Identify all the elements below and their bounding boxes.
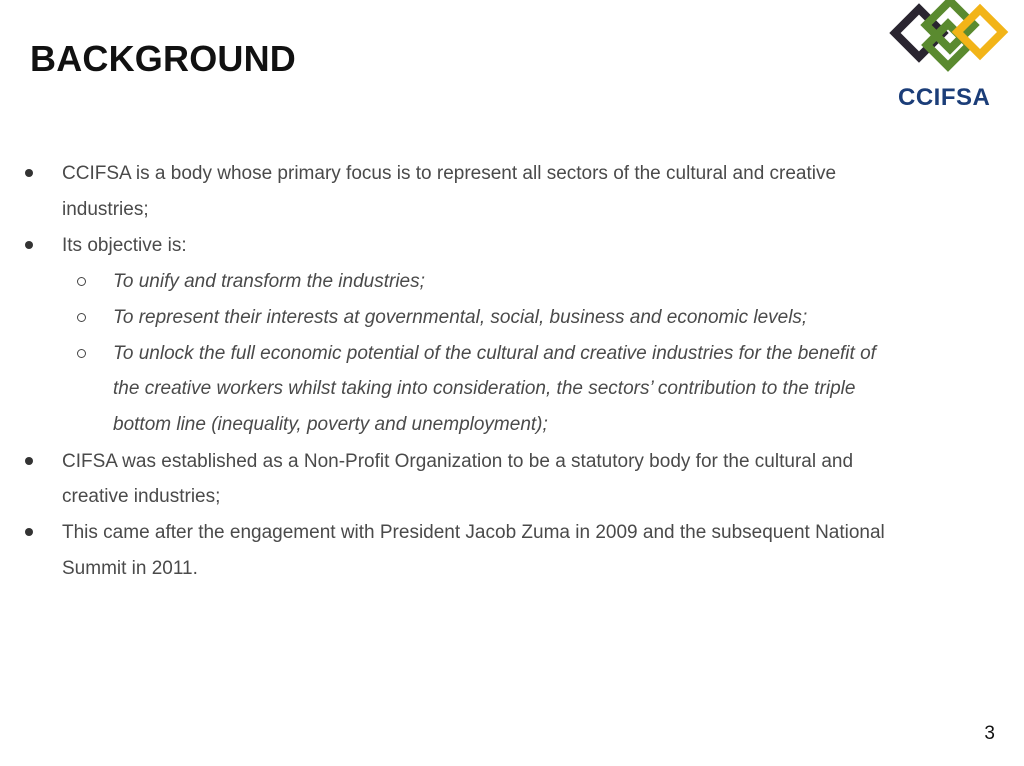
subbullet-marker — [77, 313, 86, 322]
bullet-4-line-1: This came after the engagement with President Jacob Zuma in 2009 and the subsequent National — [62, 522, 885, 543]
bullet-marker — [25, 169, 33, 177]
page-number: 3 — [984, 723, 995, 744]
subbullet-marker — [77, 277, 86, 286]
subitem-3-line-3: bottom line (inequality, poverty and unemployment); — [113, 414, 548, 435]
slide-title: BACKGROUND — [30, 38, 296, 79]
bullet-marker — [25, 457, 33, 465]
bullet-marker — [25, 528, 33, 536]
subitem-3-line-2: the creative workers whilst taking into consideration, the sectors’ contribution to the triple — [113, 378, 856, 399]
bullet-1-line-1: CCIFSA is a body whose primary focus is to represent all sectors of the cultural and creative — [62, 163, 837, 184]
subitem-2-line-1: To represent their interests at governmental, social, business and economic levels; — [113, 307, 808, 328]
subitem-1-line-1: To unify and transform the industries; — [113, 271, 425, 292]
subbullet-marker — [77, 349, 86, 358]
subitem-3-line-1: To unlock the full economic potential of the cultural and creative industries for the benefit of — [113, 343, 876, 364]
logo-text: CCIFSA — [898, 84, 991, 111]
bullet-1-line-2: industries; — [62, 199, 149, 220]
bullet-2-line-1: Its objective is: — [62, 235, 187, 256]
bullet-3-line-2: creative industries; — [62, 486, 221, 507]
bullet-marker — [25, 241, 33, 249]
bullet-3-line-1: CIFSA was established as a Non-Profit Organization to be a statutory body for the cultural and — [62, 451, 854, 472]
bullet-4-line-2: Summit in 2011. — [62, 558, 198, 579]
